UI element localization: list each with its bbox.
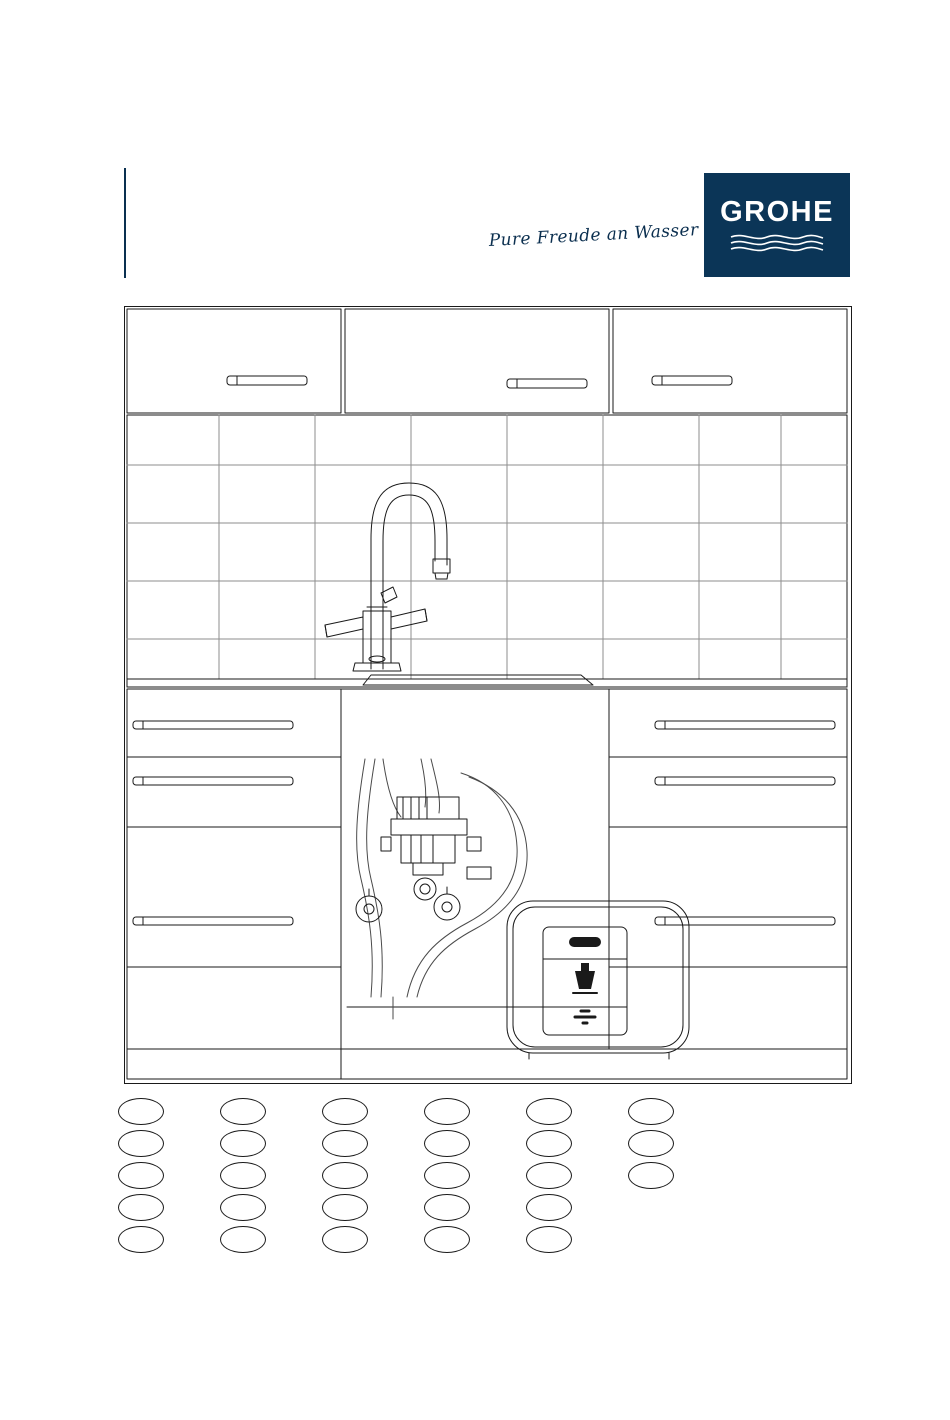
list-item [526,1226,572,1253]
kitchen-faucet-3-handle [325,483,450,671]
list-item [424,1130,470,1157]
list-item [220,1130,266,1157]
water-hoses [357,759,527,1019]
list-item [118,1194,164,1221]
list-item [628,1162,674,1189]
drawer-handle [133,777,293,785]
cabinet-handle [507,379,587,388]
list-item [322,1194,368,1221]
list-item [220,1194,266,1221]
drawer-handle [133,721,293,729]
list-item [322,1226,368,1253]
list-item [118,1098,164,1125]
cabinet-handle [652,376,732,385]
shut-off-valves [356,887,460,922]
list-item [118,1226,164,1253]
language-marker-grid [118,1098,718,1258]
cooler-display-panel [569,937,601,1023]
list-item [526,1162,572,1189]
list-item [424,1194,470,1221]
list-item [628,1098,674,1125]
list-item [322,1162,368,1189]
list-item [322,1130,368,1157]
base-cabinets [127,689,847,1079]
list-item [118,1162,164,1189]
countertop [127,679,847,687]
list-item [526,1194,572,1221]
list-item [526,1130,572,1157]
list-item [220,1098,266,1125]
list-item [526,1098,572,1125]
sink-basin [363,675,593,685]
list-item [424,1226,470,1253]
kitchen-installation-diagram [124,306,852,1084]
document-header [124,168,850,278]
list-item [220,1226,266,1253]
list-item [220,1162,266,1189]
wall-cabinets [127,309,847,413]
list-item [118,1130,164,1157]
grohe-logo [704,173,850,277]
list-item [322,1098,368,1125]
drawer-handle [655,721,835,729]
cabinet-handle [227,376,307,385]
list-item [424,1098,470,1125]
list-item [424,1162,470,1189]
installation-drawing [125,307,849,1081]
list-item [628,1130,674,1157]
logo-wordmark: GROHE [720,195,834,228]
tiled-backsplash [127,415,847,679]
drawer-handle [655,777,835,785]
under-sink-mixer-valve [381,797,491,900]
brand-claim: Pure Freude an Wasser [488,220,699,251]
grohe-waves-icon [729,233,825,253]
drawer-handle [133,917,293,925]
header-vertical-rule [124,168,126,278]
